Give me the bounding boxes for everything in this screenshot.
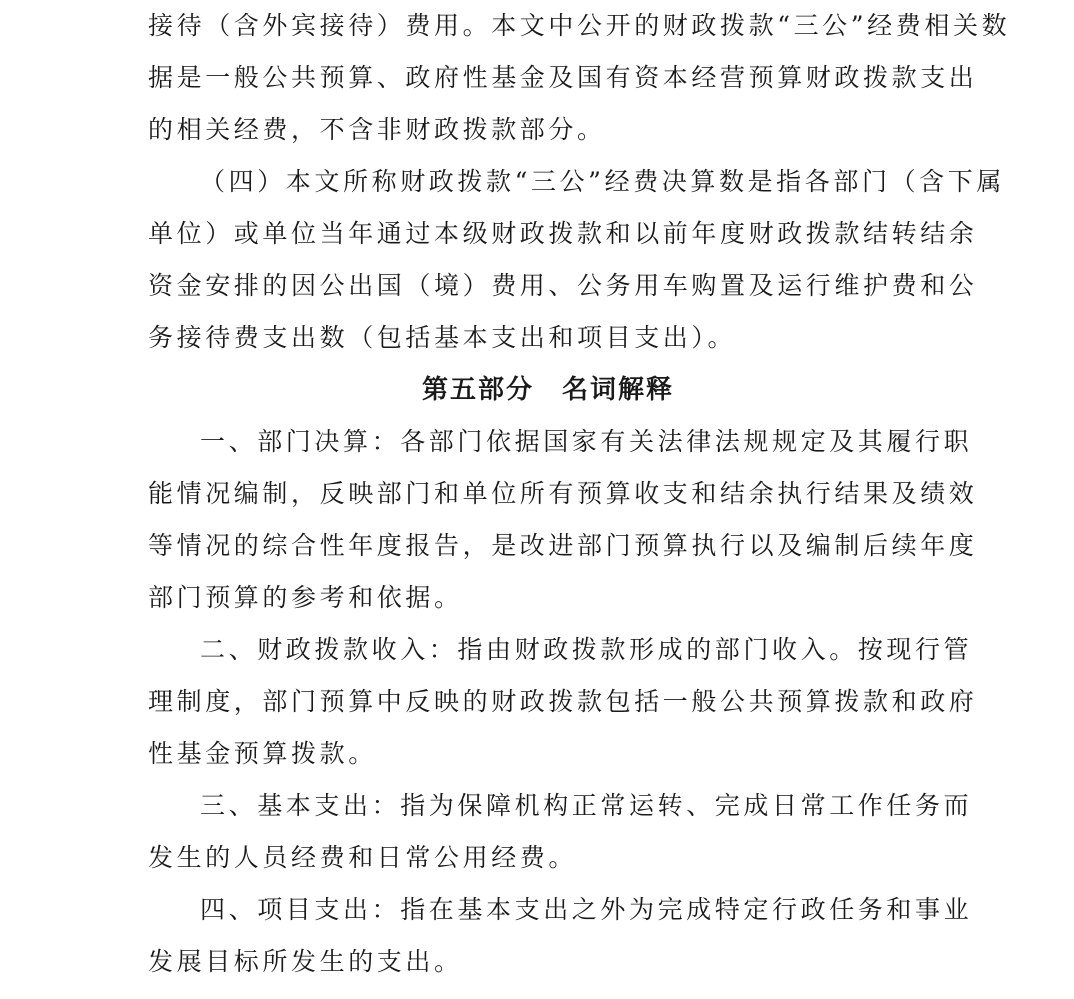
paragraph-term4 (148, 884, 973, 988)
text-line: 务接待费支出数（包括基本支出和项目支出）。 (148, 323, 737, 352)
paragraph-term1 (148, 416, 978, 624)
text-line: 三、基本支出：指为保障机构正常运转、完成日常工作任务而 (200, 791, 973, 820)
text-line: 资金安排的因公出国（境）费用、公务用车购置及运行维护费和公 (148, 271, 978, 300)
text-line: 等情况的综合性年度报告，是改进部门预算执行以及编制后续年度 (148, 531, 978, 560)
text-line: 部门预算的参考和依据。 (148, 583, 463, 612)
paragraph-section4 (148, 156, 1005, 364)
text-line: 一、部门决算：各部门依据国家有关法律法规规定及其履行职 (200, 427, 973, 456)
text-line: 性基金预算拨款。 (148, 739, 377, 768)
text-line: 发生的人员经费和日常公用经费。 (148, 843, 578, 872)
paragraph-section3 (148, 0, 1011, 156)
text-line: 理制度，部门预算中反映的财政拨款包括一般公共预算拨款和政府 (148, 687, 978, 716)
text-line: （四）本文所称财政拨款“三公”经费决算数是指各部门（含下属 (200, 167, 1005, 196)
text-line: 的相关经费，不含非财政拨款部分。 (148, 115, 606, 144)
text-line: 二、财政拨款收入：指由财政拨款形成的部门收入。按现行管 (200, 635, 973, 664)
text-line: 据是一般公共预算、政府性基金及国有资本经营预算财政拨款支出 (148, 63, 978, 92)
text-line: 单位）或单位当年通过本级财政拨款和以前年度财政拨款结转结余 (148, 219, 978, 248)
paragraph-term2 (148, 624, 978, 780)
section-heading: 第五部分 名词解释 (421, 375, 674, 405)
text-line: 接待（含外宾接待）费用。本文中公开的财政拨款“三公”经费相关数 (148, 11, 1011, 40)
text-line: 能情况编制，反映部门和单位所有预算收支和结余执行结果及绩效 (148, 479, 978, 508)
text-line: 四、项目支出：指在基本支出之外为完成特定行政任务和事业 (200, 895, 973, 924)
document-page (148, 0, 1011, 988)
paragraph-term3 (148, 780, 973, 884)
text-line: 发展目标所发生的支出。 (148, 947, 463, 976)
